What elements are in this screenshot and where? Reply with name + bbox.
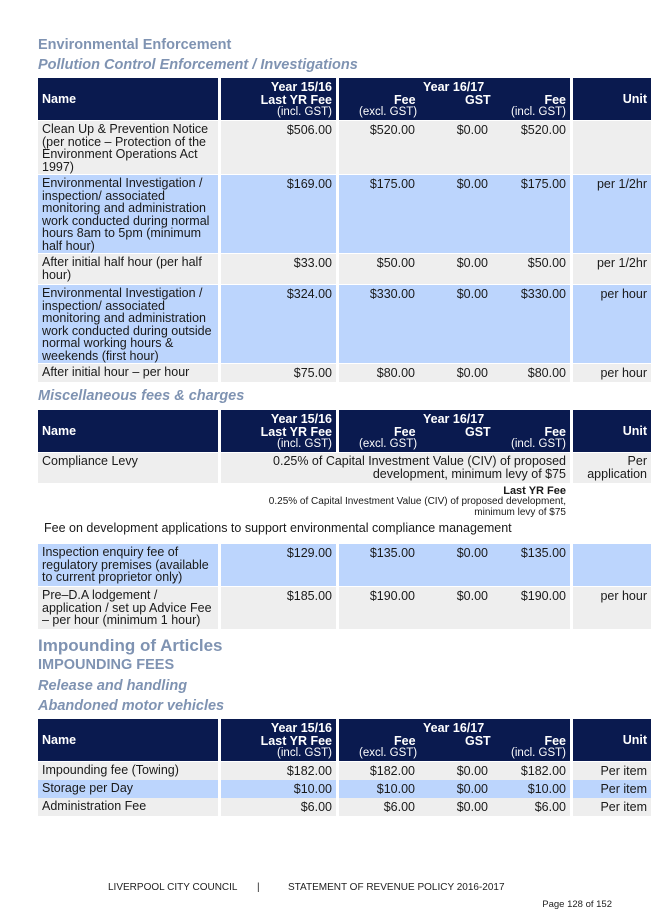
row-last-yr-fee: $6.00	[300, 800, 332, 814]
table-header-impounding	[38, 719, 647, 761]
header-unit-label: Unit	[622, 92, 647, 106]
row-gst: $0.00	[456, 287, 488, 301]
header-cell-name	[38, 410, 218, 452]
header-fee-label: Fee	[394, 425, 416, 439]
header-excl-gst-label: (excl. GST)	[359, 747, 418, 759]
row-fee-excl: $190.00	[369, 589, 415, 603]
header-cell-year1617	[339, 78, 570, 120]
header-fee-incl-label: Fee	[544, 425, 566, 439]
row-unit: per 1/2hr	[596, 177, 647, 191]
header-incl-gst-label: (incl. GST)	[277, 438, 332, 450]
footer-org: LIVERPOOL CITY COUNCIL	[108, 882, 238, 893]
row-name: Clean Up & Prevention Notice (per notice – Protection of the Environment Operations Act 1997)	[42, 122, 209, 174]
row-fee-excl: $6.00	[383, 800, 415, 814]
header-fee-incl-label: Fee	[544, 93, 566, 107]
row-last-yr-fee: $185.00	[286, 589, 332, 603]
row-fee-incl: $330.00	[520, 287, 566, 301]
row-name: After initial half hour (per half hour)	[42, 255, 202, 282]
row-last-yr-fee: $10.00	[293, 782, 332, 796]
row-last-yr-fee: $169.00	[286, 177, 332, 191]
table-row	[38, 587, 647, 629]
row-gst: $0.00	[456, 589, 488, 603]
header-cell-unit	[573, 719, 651, 761]
row-name: After initial hour – per hour	[42, 365, 190, 379]
row-fee-excl: $520.00	[369, 123, 415, 137]
header-fee-label: Fee	[394, 734, 416, 748]
row-gst: $0.00	[456, 366, 488, 380]
fee-note: Fee on development applications to support environmental compliance management	[44, 521, 512, 535]
header-cell-unit	[573, 78, 651, 120]
footer-page-number: Page 128 of 152	[542, 899, 612, 910]
row-gst: $0.00	[456, 177, 488, 191]
row-fee-excl: $330.00	[369, 287, 415, 301]
row-unit: per hour	[600, 589, 647, 603]
table-row	[38, 364, 647, 382]
row-last-yr-fee: $324.00	[286, 287, 332, 301]
header-unit-label: Unit	[622, 733, 647, 747]
row-gst: $0.00	[456, 256, 488, 270]
row-fee-excl: $10.00	[376, 782, 415, 796]
table-header-pollution	[38, 78, 647, 120]
table-row	[38, 121, 613, 174]
subsection-title-abandoned-vehicles: Abandoned motor vehicles	[38, 698, 225, 714]
row-name: Impounding fee (Towing)	[42, 763, 179, 777]
header-year1617-label: Year 16/17	[423, 80, 485, 94]
row-fee-incl: $80.00	[527, 366, 566, 380]
row-fee-incl: $10.00	[527, 782, 566, 796]
header-cell-year1617	[339, 410, 570, 452]
header-fee-incl-gst-label: (incl. GST)	[511, 747, 566, 759]
row-fee-excl: $175.00	[369, 177, 415, 191]
row-unit: per hour	[600, 366, 647, 380]
row-fee-excl: $80.00	[376, 366, 415, 380]
row-compliance-fee: 0.25% of Capital Investment Value (CIV) of proposed development, minimum levy of $75	[273, 454, 566, 481]
row-gst: $0.00	[456, 123, 488, 137]
header-year1516-label: Year 15/16	[270, 80, 332, 94]
header-year1617-label: Year 16/17	[423, 412, 485, 426]
header-name-label: Name	[42, 424, 77, 438]
header-cell-last-yr	[221, 78, 336, 120]
header-last-yr-fee-label: Last YR Fee	[260, 425, 332, 439]
table-row	[38, 780, 647, 798]
header-incl-gst-label: (incl. GST)	[277, 747, 332, 759]
table-row	[38, 175, 647, 253]
header-last-yr-fee-label: Last YR Fee	[260, 734, 332, 748]
header-cell-unit	[573, 410, 651, 452]
row-fee-incl: $6.00	[534, 800, 566, 814]
header-gst-label: GST	[465, 734, 491, 748]
header-cell-year1617	[339, 719, 570, 761]
row-last-yr-fee: $75.00	[293, 366, 332, 380]
header-fee-incl-label: Fee	[544, 734, 566, 748]
table-row	[38, 798, 647, 816]
header-gst-label: GST	[465, 93, 491, 107]
row-last-yr-fee: $506.00	[286, 123, 332, 137]
table-row	[38, 544, 613, 586]
table-row-last-yr-detail	[38, 484, 613, 519]
row-name: Administration Fee	[42, 799, 147, 813]
row-last-yr-fee: $182.00	[286, 764, 332, 778]
table-row-compliance-levy	[38, 453, 647, 483]
subsection-title-impounding-fees: IMPOUNDING FEES	[38, 657, 175, 673]
header-year1516-label: Year 15/16	[270, 412, 332, 426]
row-name: Environmental Investigation / inspection/ associated monitoring and administration work conducted during outside normal working hours & weekends (first hour)	[42, 286, 212, 363]
row-unit: Per application	[587, 454, 647, 481]
row-unit: Per item	[600, 764, 647, 778]
subsection-title-misc-fees: Miscellaneous fees & charges	[38, 388, 245, 404]
row-gst: $0.00	[456, 546, 488, 560]
last-yr-fee-text: 0.25% of Capital Investment Value (CIV) of proposed development, minimum levy of $75	[268, 496, 566, 518]
table-header-misc	[38, 410, 647, 452]
header-excl-gst-label: (excl. GST)	[359, 106, 418, 118]
row-fee-incl: $190.00	[520, 589, 566, 603]
header-cell-name	[38, 719, 218, 761]
table-row	[38, 254, 647, 284]
row-fee-excl: $50.00	[376, 256, 415, 270]
row-fee-incl: $520.00	[520, 123, 566, 137]
row-unit: per 1/2hr	[596, 256, 647, 270]
header-cell-last-yr	[221, 410, 336, 452]
row-fee-incl: $135.00	[520, 546, 566, 560]
row-unit: Per item	[600, 782, 647, 796]
row-gst: $0.00	[456, 782, 488, 796]
row-name: Storage per Day	[42, 781, 134, 795]
header-name-label: Name	[42, 92, 77, 106]
header-name-label: Name	[42, 733, 77, 747]
row-last-yr-fee: $129.00	[286, 546, 332, 560]
subsection-title-pollution-control: Pollution Control Enforcement / Investigations	[38, 57, 358, 73]
row-fee-incl: $182.00	[520, 764, 566, 778]
row-name: Pre–D.A lodgement / application / set up Advice Fee – per hour (minimum 1 hour)	[42, 588, 212, 627]
row-fee-excl: $182.00	[369, 764, 415, 778]
footer-document: STATEMENT OF REVENUE POLICY 2016-2017	[288, 882, 505, 893]
header-year1516-label: Year 15/16	[270, 721, 332, 735]
row-fee-excl: $135.00	[369, 546, 415, 560]
header-fee-incl-gst-label: (incl. GST)	[511, 106, 566, 118]
header-fee-label: Fee	[394, 93, 416, 107]
row-unit: Per item	[600, 800, 647, 814]
row-name: Compliance Levy	[42, 454, 138, 468]
section-title-environmental-enforcement: Environmental Enforcement	[38, 37, 232, 53]
table-row	[38, 762, 647, 780]
footer-separator: |	[257, 882, 260, 893]
header-last-yr-fee-label: Last YR Fee	[260, 93, 332, 107]
row-name: Inspection enquiry fee of regulatory premises (available to current proprietor only)	[42, 545, 209, 584]
header-cell-name	[38, 78, 218, 120]
header-fee-incl-gst-label: (incl. GST)	[511, 438, 566, 450]
header-incl-gst-label: (incl. GST)	[277, 106, 332, 118]
row-fee-incl: $50.00	[527, 256, 566, 270]
last-yr-fee-label: Last YR Fee	[503, 485, 566, 497]
row-last-yr-fee: $33.00	[293, 256, 332, 270]
header-gst-label: GST	[465, 425, 491, 439]
row-fee-incl: $175.00	[520, 177, 566, 191]
row-gst: $0.00	[456, 800, 488, 814]
header-cell-last-yr	[221, 719, 336, 761]
header-unit-label: Unit	[622, 424, 647, 438]
section-title-impounding: Impounding of Articles	[38, 636, 223, 655]
header-excl-gst-label: (excl. GST)	[359, 438, 418, 450]
header-year1617-label: Year 16/17	[423, 721, 485, 735]
table-row	[38, 285, 647, 363]
row-unit: per hour	[600, 287, 647, 301]
row-name: Environmental Investigation / inspection/ associated monitoring and administration work conducted during normal hours 8am to 5pm (minimum half hour)	[42, 176, 210, 253]
subsection-title-release-handling: Release and handling	[38, 678, 188, 694]
row-gst: $0.00	[456, 764, 488, 778]
